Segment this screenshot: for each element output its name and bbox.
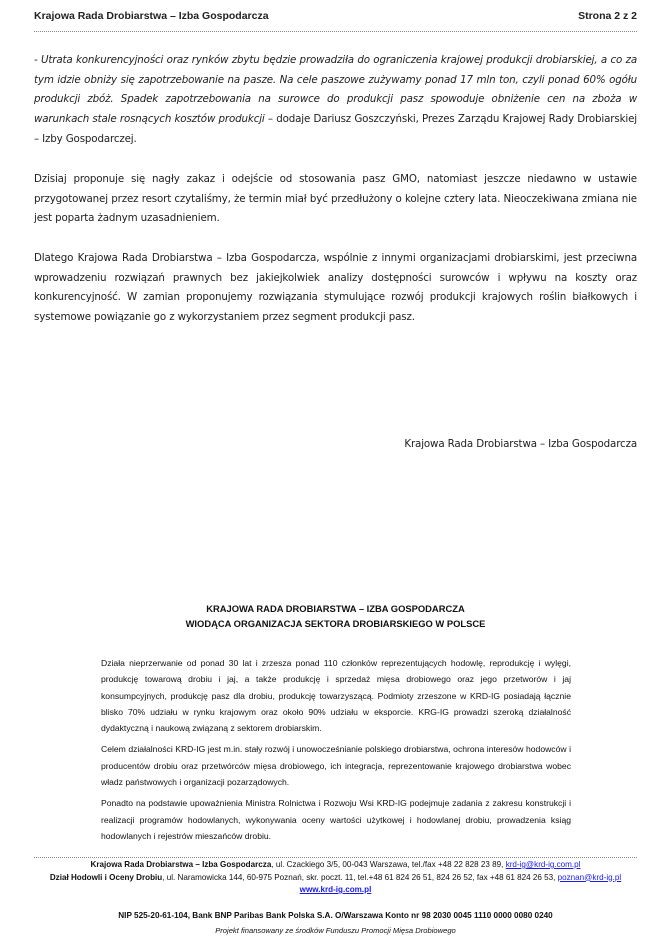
- page-header: [34, 8, 637, 28]
- org-title-line1: KRAJOWA RADA DROBIARSTWA – IZBA GOSPODARCZA: [206, 603, 465, 614]
- footer-line-website: [0, 884, 671, 897]
- org-paragraph: Celem działalności KRD-IG jest m.in. stały rozwój i unowocześnianie polskiego drobiarstwa, ochrona interesów hodowców i producentów drobiu oraz przetwórców mięsa drobiowego, ich integracja, reprezentowanie krajowego drobiarstwa wobec władz państwowych i organizacji pozarządowych.: [101, 744, 571, 788]
- header-title: Krajowa Rada Drobiarstwa – Izba Gospodarcza: [34, 10, 269, 22]
- email-link-krd-ig[interactable]: krd-ig@krd-ig.com.pl: [505, 860, 581, 869]
- footer-address-warszawa: , ul. Czackiego 3/5, 00-043 Warszawa, tel./fax +48 22 828 23 89,: [271, 860, 506, 869]
- org-title-line2: WIODĄCA ORGANIZACJA SEKTORA DROBIARSKIEGO W POLSCE: [185, 618, 486, 629]
- page-number: Strona 2 z 2: [578, 10, 637, 22]
- quote-attribution: – dodaje Dariusz Goszczyński, Prezes Zarządu Krajowej Rady Drobiarskiej – Izby Gospodarczej.: [34, 113, 637, 145]
- paragraph-2: [34, 170, 637, 229]
- footer-project-note: Projekt finansowany ze środków Funduszu Promocji Mięsa Drobiowego: [215, 926, 456, 935]
- paragraph-3-text: Dlatego Krajowa Rada Drobiarstwa – Izba Gospodarcza, wspólnie z innymi organizacjami drobiarskimi, jest przeciwna wprowadzeniu rozwiązań prawnych bez jakiejkolwiek analizy dostępności surowców i wpływu na koszty oraz konkurencyjność. W zamian proponujemy rozwiązania stymulujące rozwój produkcji krajowych roślin białkowych i systemowe powiązanie go z wykorzystaniem przez segment produkcji pasz.: [34, 252, 637, 324]
- footer-line-poznan: [0, 872, 671, 885]
- website-link[interactable]: www.krd-ig.com.pl: [299, 885, 372, 894]
- quote-text: - Utrata konkurencyjności oraz rynków zbytu będzie prowadziła do ograniczenia krajowej produkcji drobiarskiej, a co za tym idzie obniży się zapotrzebowanie na pasze. Na cele paszowe zużywamy ponad 17 mln ton, czyli ponad 60% ogółu produkcji zbóż. Spadek zapotrzebowania na surowce do produkcji pasz spowoduje obniżenie cen na zboża w warunkach stale rosnących kosztów produkcji: [34, 54, 637, 126]
- org-paragraph: Działa nieprzerwanie od ponad 30 lat i zrzesza ponad 110 członków reprezentujących hodowlę, reprodukcję i wylęgi, produkcję towarową drobiu i jaj, a także produkcję i sprzedaż mięsa drobiowego oraz jego przetworów i jaj konsumpcyjnych, produkcję pasz dla drobiu, produkcję towarzyszącą. Podmioty zrzeszone w KRD-IG posiadają łącznie blisko 70% udziału w rynku krajowym oraz około 90% udziału w eksporcie. KRG-IG prowadzi szeroką działalność dydaktyczną i naukową związaną z sektorem drobiarskim.: [101, 658, 571, 734]
- footer-contacts: [0, 859, 671, 897]
- org-box-body: [101, 655, 571, 849]
- paragraph-2-text: Dzisiaj proponuje się nagły zakaz i odejście od stosowania pasz GMO, natomiast jeszcze niedawno w ustawie przygotowanej przez resort czytaliśmy, że termin miał być przedłużony o kolejne cztery lata. Nieoczekiwana zmiana nie jest poparta żadnym uzasadnieniem.: [34, 173, 637, 225]
- org-box-title: [0, 601, 671, 631]
- paragraph-3: [34, 249, 637, 328]
- quote-paragraph: [34, 51, 637, 150]
- footer-divider: [34, 857, 637, 858]
- footer-line-warszawa: [0, 859, 671, 872]
- header-divider: [34, 31, 637, 32]
- org-paragraph: Ponadto na podstawie upoważnienia Ministra Rolnictwa i Rozwoju Wsi KRD-IG podejmuje zadania z zakresu konstrukcji i realizacji programów hodowlanych, wykonywania oceny wartości użytkowej i hodowlanej drobiu, prowadzenia ksiąg hodowlanych i rejestrów mieszańców drobiu.: [101, 798, 571, 841]
- footer-dept-name: Dział Hodowli i Oceny Drobiu: [49, 872, 163, 882]
- footer-org-name: Krajowa Rada Drobiarstwa – Izba Gospodarcza: [90, 860, 272, 869]
- footer-address-poznan: , ul. Naramowicka 144, 60-975 Poznań, skr. poczt. 11, tel.+48 61 824 26 51, 824 26 52, fax +48 61 824 26 53,: [162, 872, 558, 882]
- email-link-poznan[interactable]: poznan@krd-ig.pl: [557, 872, 622, 882]
- footer-bank-info: NIP 525-20-61-104, Bank BNP Paribas Bank Polska S.A. O/Warszawa Konto nr 98 2030 0045 1110 0000 0080 0240: [118, 911, 553, 920]
- signature: Krajowa Rada Drobiarstwa – Izba Gospodarcza: [404, 438, 637, 450]
